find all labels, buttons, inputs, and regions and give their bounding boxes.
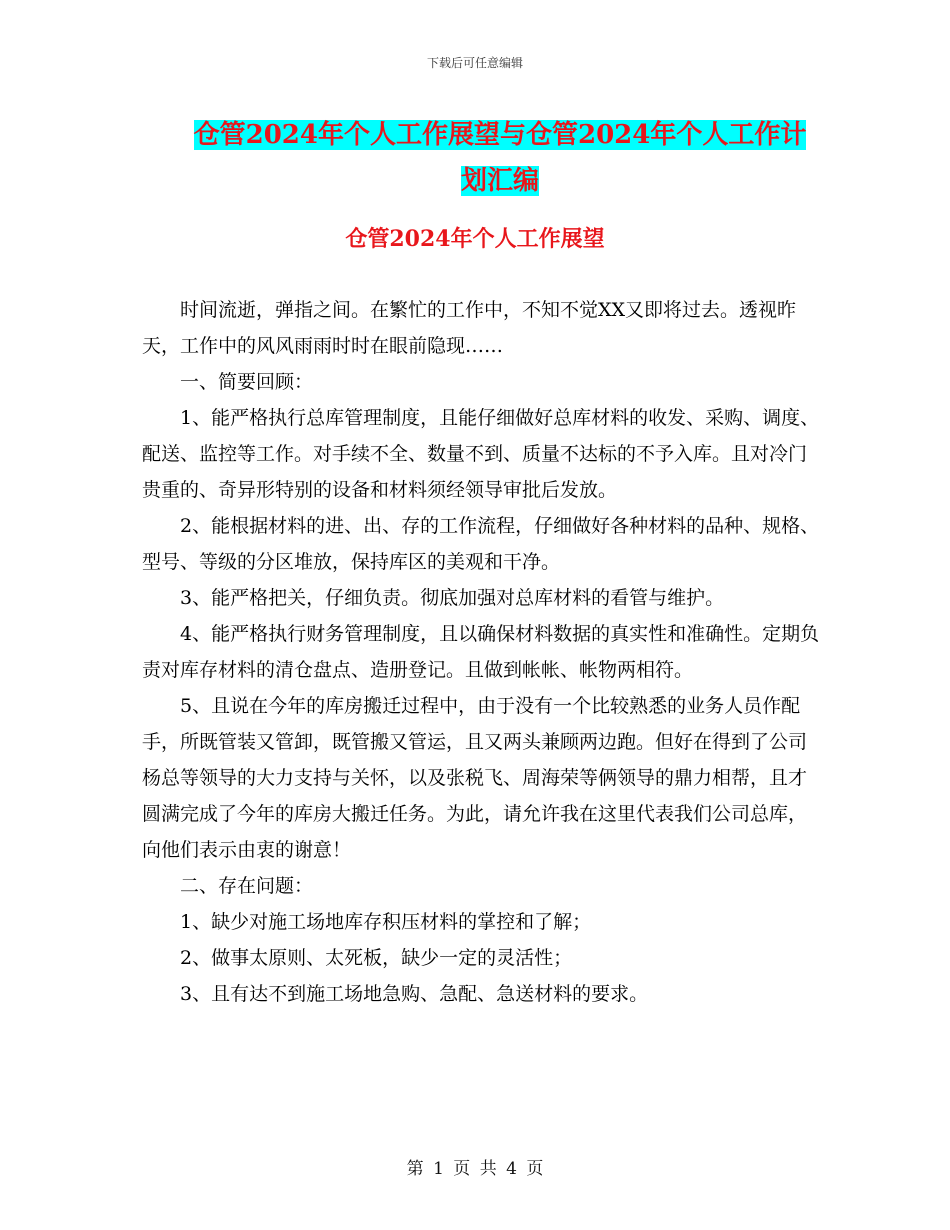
main-title-line-2: 划汇编 xyxy=(460,166,539,196)
paragraph-problem-1: 1、缺少对施工场地库存积压材料的掌控和了解； xyxy=(180,911,592,933)
paragraph-problem-2: 2、做事太原则、太死板，缺少一定的灵活性； xyxy=(180,947,573,969)
paragraph-problem-3: 3、且有达不到施工场地急购、急配、急送材料的要求。 xyxy=(180,983,649,1005)
section-title: 仓管2024年个人工作展望 xyxy=(345,226,605,252)
header-note: 下载后可任意编辑 xyxy=(426,56,523,70)
heading-problems: 二、存在问题： xyxy=(180,875,314,897)
heading-review: 一、简要回顾： xyxy=(180,371,314,393)
paragraph-review-1: 1、能严格执行总库管理制度，且能仔细做好总库材料的收发、采购、调度、配送、监控等工作。对手续不全、数量不到、质量不达标的不予入库。且对冷门贵重的、奇异形特别的设备和材料须经领导审批后发放。 xyxy=(142,407,820,501)
main-title-line-1: 仓管2024年个人工作展望与仓管2024年个人工作计 xyxy=(193,120,807,150)
main-title xyxy=(180,112,820,204)
paragraph-review-2: 2、能根据材料的进、出、存的工作流程，仔细做好各种材料的品种、规格、型号、等级的分区堆放，保持库区的美观和干净。 xyxy=(142,515,820,573)
page-number-footer: 第 1 页 共 4 页 xyxy=(406,1159,544,1179)
paragraph-review-3: 3、能严格把关，仔细负责。彻底加强对总库材料的看管与维护。 xyxy=(180,587,725,609)
paragraph-review-5: 5、且说在今年的库房搬迁过程中，由于没有一个比较熟悉的业务人员作配手，所既管装又管卸，既管搬又管运，且又两头兼顾两边跑。但好在得到了公司杨总等领导的大力支持与关怀，以及张税飞、周海荣等俩领导的鼎力相帮，且才圆满完成了今年的库房大搬迁任务。为此，请允许我在这里代表我们公司总库，向他们表示由衷的谢意！ xyxy=(142,695,808,861)
body-text xyxy=(142,292,822,1012)
paragraph-review-4: 4、能严格执行财务管理制度，且以确保材料数据的真实性和准确性。定期负责对库存材料的清仓盘点、造册登记。且做到帐帐、帐物两相符。 xyxy=(142,623,820,681)
paragraph-intro: 时间流逝，弹指之间。在繁忙的工作中，不知不觉XX又即将过去。透视昨天，工作中的风风雨雨时时在眼前隐现…… xyxy=(142,299,797,357)
